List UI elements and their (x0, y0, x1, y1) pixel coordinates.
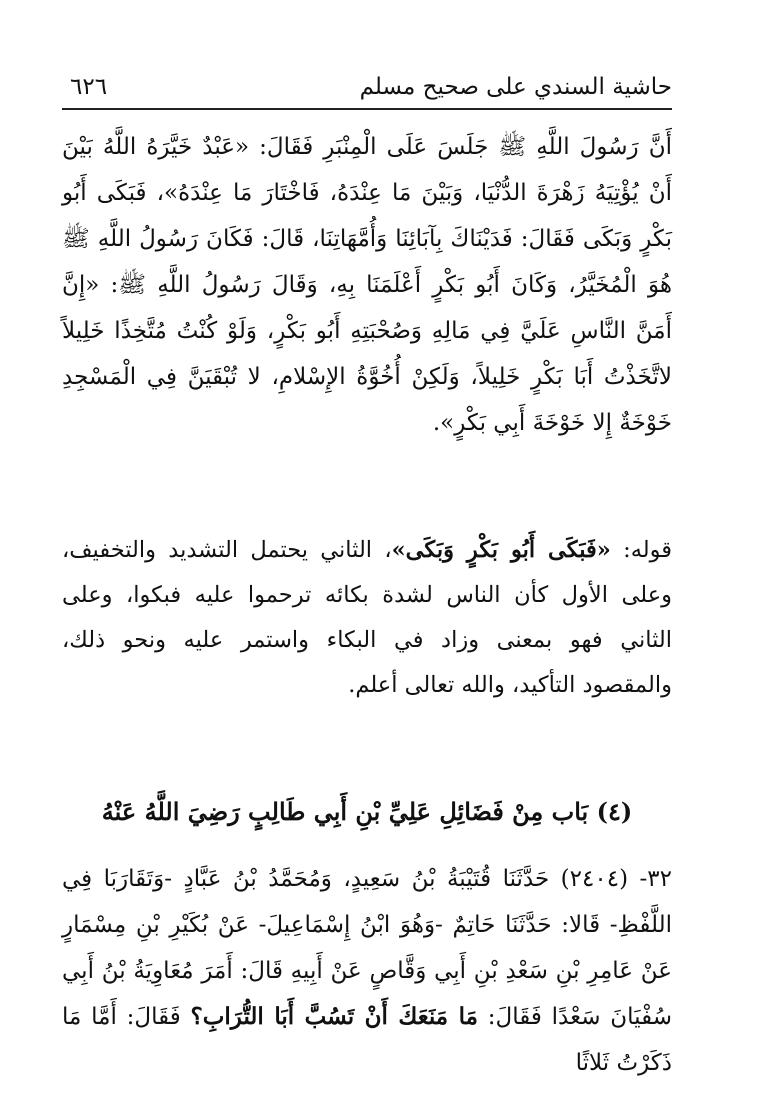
hadith-2-question: مَا مَنَعَكَ أَنْ تَسُبَّ أَبَا التُّرَابِ؟ (190, 1003, 478, 1030)
commentary-quote: «فَبَكَى أَبُو بَكْرٍ وَبَكَى» (391, 537, 611, 563)
hadith-2-continuation: فَقَالَ: أَمَّا مَا ذَكَرْتُ ثَلاثًا (62, 1004, 672, 1076)
commentary (62, 528, 672, 708)
page-header (62, 72, 672, 110)
hadith-2-isnad: حَدَّثَنَا قُتَيْبَةُ بْنُ سَعِيدٍ، وَمُحَمَّدُ بْنُ عَبَّادٍ -وَتَقَارَبَا فِي اللَّفْظِ- قَالا: حَدَّثَنَا حَاتِمٌ -وَهُوَ ابْنُ إِسْمَاعِيلَ- عَنْ بُكَيْرِ بْنِ مِسْمَارٍ عَنْ عَامِرِ بْنِ سَعْدِ بْنِ أَبِي وَقَّاصٍ عَنْ أَبِيهِ قَالَ: أَمَرَ مُعَاوِيَةُ بْنُ أَبِي سُفْيَانَ سَعْدًا فَقَالَ: (62, 866, 673, 1030)
commentary-body: ، الثاني يحتمل التشديد والتخفيف، وعلى الأول كأن الناس لشدة بكائه ترحموا عليه فبكوا، وعلى الثاني فهو بمعنى وزاد في البكاء واستمر عليه ونحو ذلك، والمقصود التأكيد، والله تعالى أعلم. (62, 537, 672, 698)
hadith-text: أَنَّ رَسُولَ اللَّهِ ﷺ جَلَسَ عَلَى الْمِنْبَرِ فَقَالَ: «عَبْدٌ خَيَّرَهُ اللَّهُ بَيْنَ أَنْ يُؤْتِيَهُ زَهْرَةَ الدُّنْيَا، وَبَيْنَ مَا عِنْدَهُ، فَاخْتَارَ مَا عِنْدَهُ»، فَبَكَى أَبُو بَكْرٍ وَبَكَى فَقَالَ: فَدَيْنَاكَ بِآبَائِنَا وَأُمَّهَاتِنَا، قَالَ: فَكَانَ رَسُولُ اللَّهِ ﷺ هُوَ الْمُخَيَّرُ، وَكَانَ أَبُو بَكْرٍ أَعْلَمَنَا بِهِ، وَقَالَ رَسُولُ اللَّهِ ﷺ: «إِنَّ أَمَنَّ النَّاسِ عَلَيَّ فِي مَالِهِ وَصُحْبَتِهِ أَبُو بَكْرٍ، وَلَوْ كُنْتُ مُتَّخِذًا خَلِيلاً لاتَّخَذْتُ أَبَا بَكْرٍ خَلِيلاً، وَلَكِنْ أُخُوَّةُ الإِسْلامِ، لا تُبْقَيَنَّ فِي الْمَسْجِدِ خَوْخَةٌ إِلا خَوْخَةَ أَبِي بَكْرٍ». (62, 134, 672, 436)
running-title: حاشية السندي على صحيح مسلم (359, 74, 672, 100)
chapter-heading: (٤) بَاب مِنْ فَضَائِلِ عَلِيِّ بْنِ أَبِي طَالِبٍ رَضِيَ اللَّهُ عَنْهُ (101, 797, 633, 826)
page (62, 72, 672, 1086)
page-number: ٦٢٦ (70, 74, 108, 100)
hadith-number: ٣٢- (٢٤٠٤) (549, 866, 672, 892)
hadith-2 (62, 856, 672, 1086)
commentary-lead: قوله: (610, 537, 672, 563)
